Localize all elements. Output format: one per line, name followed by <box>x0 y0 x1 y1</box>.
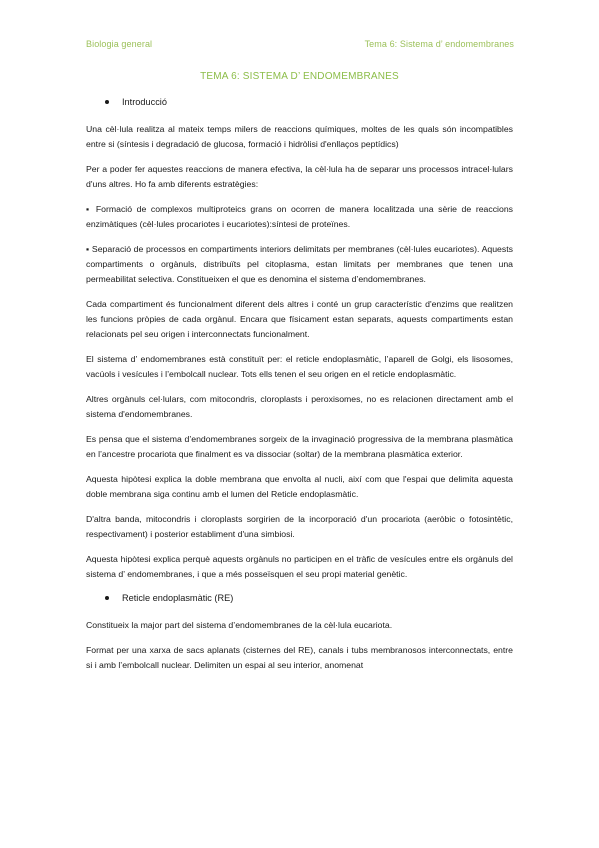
bullet-label: Introducció <box>122 97 167 107</box>
page-title: TEMA 6: SISTEMA D’ ENDOMEMBRANES <box>200 71 399 82</box>
bullet-label: Reticle endoplasmàtic (RE) <box>122 593 234 603</box>
bullet-heading-re <box>86 592 513 605</box>
paragraph-11: Aquesta hipòtesi explica perquè aquests orgànuls no participen en el tràfic de vesícules entre els orgànuls del sistema d’ endomembranes, i que a més posseïsquen el seu propi material genètic. <box>86 554 513 579</box>
paragraph-2: Per a poder fer aquestes reaccions de manera efectiva, la cèl·lula ha de separar uns processos intracel·lulars d'uns altres. Ho fa amb diferents estratègies: <box>86 164 513 189</box>
paragraph-10: D'altra banda, mitocondris i cloroplasts sorgirien de la incorporació d'un procariota (aeròbic o fotosintètic, respectivament) i posterior establiment d'una simbiosi. <box>86 514 513 539</box>
bullet-dot-icon <box>105 596 109 600</box>
paragraph-9: Aquesta hipòtesi explica la doble membrana que envolta al nucli, així com que l'espai que delimita aquesta doble membrana siga continu amb el lumen del Reticle endoplasmàtic. <box>86 474 513 499</box>
paragraph-6: El sistema d’ endomembranes està constituït per: el reticle endoplasmàtic, l’aparell de Golgi, els lisosomes, vacúols i vesícules i l’embolcall nuclear. Tots ells tenen el seu origen en el reticle endoplasmàtic. <box>86 354 513 379</box>
header-topic: Tema 6: Sistema d’ endomembranes <box>364 39 514 49</box>
paragraph-12: Constitueix la major part del sistema d’endomembranes de la cèl·lula eucariota. <box>86 620 393 630</box>
paragraph-13: Format per una xarxa de sacs aplanats (cisternes del RE), canals i tubs membranosos interconnectats, entre si i amb l’embolcall nuclear. Delimiten un espai al seu interior, anomenat <box>86 645 513 670</box>
paragraph-1: Una cèl·lula realitza al mateix temps milers de reaccions químiques, moltes de les quals són incompatibles entre si (síntesis i degradació de glucosa, formació i hidròlisi d'enllaços peptídics) <box>86 124 513 149</box>
paragraph-7: Altres orgànuls cel·lulars, com mitocondris, cloroplasts i peroxisomes, no es relacionen directament amb el sistema d'endomembranes. <box>86 394 513 419</box>
paragraph-4: ▪ Separació de processos en compartiments interiors delimitats per membranes (cèl·lules eucariotes). Aquests compartiments o orgànuls, distribuïts pel citoplasma, estan limitats per membranes que tenen una permeabilitat selectiva. Constitueixen el que es denomina el sistema d’endomembranes. <box>86 244 513 284</box>
paragraph-5: Cada compartiment és funcionalment diferent dels altres i conté un grup característic d'enzims que realitzen les funcions pròpies de cada orgànul. Encara que físicament estan separats, aquests compartiments estan relacionats pel seu origen i interconnectats funcionalment. <box>86 299 513 339</box>
document-body <box>86 96 513 683</box>
header-course: Biologia general <box>86 39 153 49</box>
bullet-heading-intro <box>86 96 513 109</box>
paragraph-3: ▪ Formació de complexos multiproteics grans on ocorren de manera localitzada una sèrie de reaccions enzimàtiques (cèl·lules procariotes i eucariotes):síntesi de proteïnes. <box>86 204 513 229</box>
paragraph-8: Es pensa que el sistema d’endomembranes sorgeix de la invaginació progressiva de la membrana plasmàtica en l’ancestre procariota que finalment es va dissociar (soltar) de la membrana plasmàtica exterior. <box>86 434 513 459</box>
bullet-dot-icon <box>105 100 109 104</box>
